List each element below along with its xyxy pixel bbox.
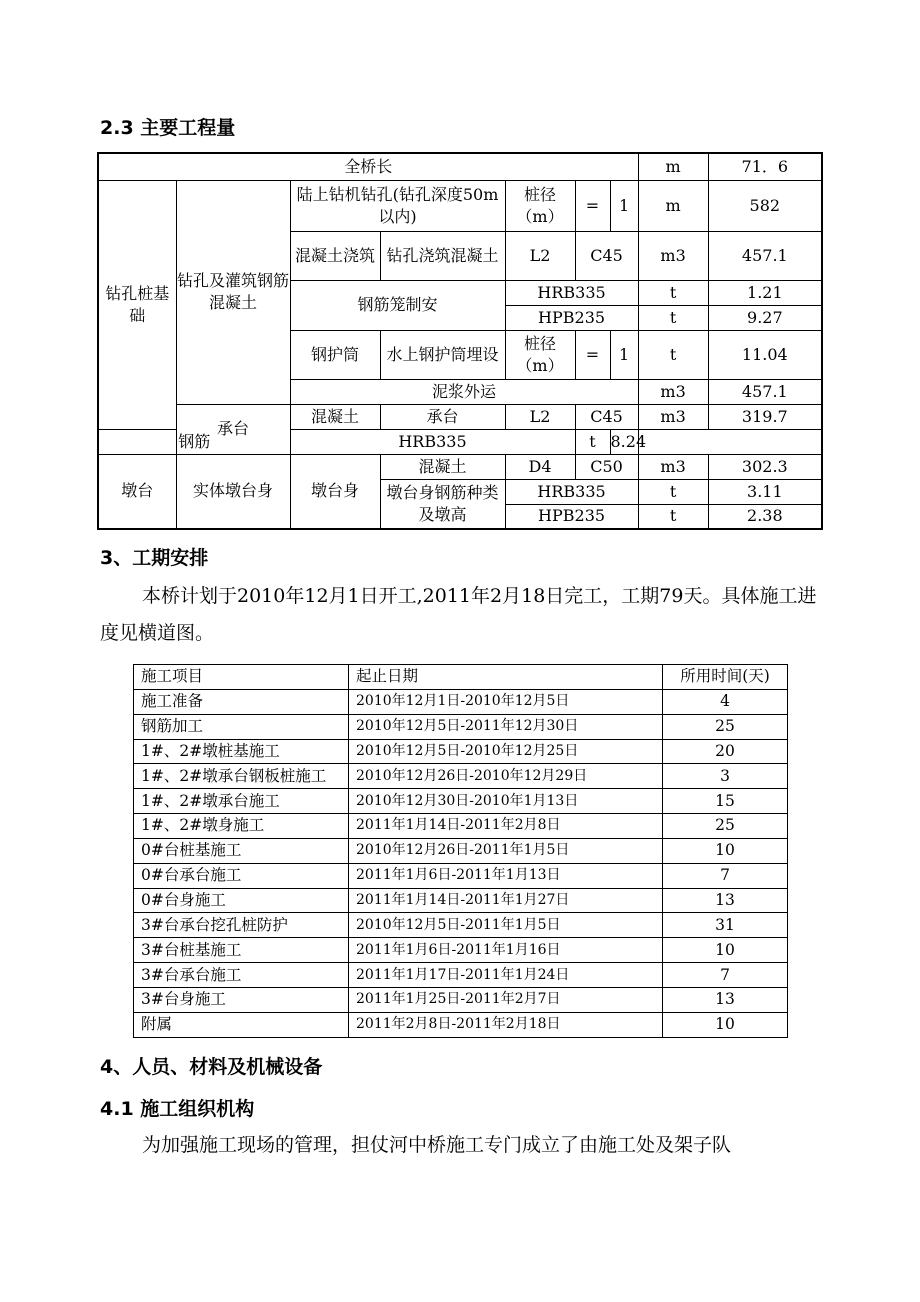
section-4-1-heading: 4.1 施工组织机构 bbox=[100, 1098, 255, 1120]
table-row bbox=[134, 938, 788, 963]
days-cell: 25 bbox=[663, 714, 788, 739]
unit-cell: m3 bbox=[638, 404, 708, 429]
value-cell: 319.7 bbox=[708, 404, 822, 429]
table-row bbox=[134, 963, 788, 988]
pile-cap-label: 承台 bbox=[176, 404, 290, 454]
days-cell: 3 bbox=[663, 764, 788, 789]
rebar-cage-label: 钢筋笼制安 bbox=[290, 280, 505, 330]
table-row bbox=[134, 838, 788, 863]
table-row bbox=[134, 789, 788, 814]
unit-cell: m bbox=[638, 180, 708, 231]
spec-cell: 桩径（m） bbox=[505, 330, 575, 379]
abutment-label: 墩台 bbox=[98, 454, 176, 529]
num-cell: 1 bbox=[610, 330, 638, 379]
item-cell: 0#台承台施工 bbox=[134, 863, 349, 888]
table-row bbox=[134, 1012, 788, 1037]
value-cell: 3.11 bbox=[708, 479, 822, 504]
strength-cell: C45 bbox=[575, 231, 638, 280]
date-cell: 2011年1月14日-2011年1月27日 bbox=[349, 888, 663, 913]
unit-cell: m3 bbox=[638, 379, 708, 404]
date-cell: 2010年12月26日-2011年1月5日 bbox=[349, 838, 663, 863]
unit-cell: t bbox=[638, 280, 708, 305]
column-header: 起止日期 bbox=[349, 665, 663, 690]
item-cell: 3#台桩基施工 bbox=[134, 938, 349, 963]
days-cell: 10 bbox=[663, 1012, 788, 1037]
value-cell: 9.27 bbox=[708, 305, 822, 330]
table-row bbox=[134, 863, 788, 888]
date-cell: 2010年12月5日-2010年12月25日 bbox=[349, 739, 663, 764]
days-cell: 13 bbox=[663, 888, 788, 913]
days-cell: 7 bbox=[663, 963, 788, 988]
item-cell: 钢筋加工 bbox=[134, 714, 349, 739]
eq-cell: = bbox=[575, 180, 610, 231]
grade-cell: HRB335 bbox=[505, 479, 638, 504]
value-cell: 2.38 bbox=[708, 504, 822, 529]
bridge-length-label: 全桥长 bbox=[98, 153, 638, 180]
value-cell: 457.1 bbox=[708, 379, 822, 404]
section-2-3-heading: 2.3 主要工程量 bbox=[100, 117, 236, 139]
days-cell: 20 bbox=[663, 739, 788, 764]
days-cell: 4 bbox=[663, 689, 788, 714]
steel-casing-sublabel: 水上钢护筒埋设 bbox=[380, 330, 505, 379]
unit-cell: t bbox=[638, 305, 708, 330]
section-3-heading: 3、工期安排 bbox=[100, 547, 209, 569]
date-cell: 2010年12月5日-2011年1月5日 bbox=[349, 913, 663, 938]
column-header: 所用时间(天) bbox=[663, 665, 788, 690]
table-row bbox=[98, 404, 822, 429]
table-row bbox=[134, 689, 788, 714]
item-cell: 3#台身施工 bbox=[134, 987, 349, 1012]
concrete-label: 混凝土 bbox=[290, 404, 380, 429]
column-header: 施工项目 bbox=[134, 665, 349, 690]
days-cell: 31 bbox=[663, 913, 788, 938]
table-row bbox=[98, 429, 822, 454]
table-header-row bbox=[134, 665, 788, 690]
value-cell: 1.21 bbox=[708, 280, 822, 305]
value-cell: 457.1 bbox=[708, 231, 822, 280]
item-cell: 1#、2#墩身施工 bbox=[134, 814, 349, 839]
unit-cell: m bbox=[638, 153, 708, 180]
date-cell: 2010年12月26日-2010年12月29日 bbox=[349, 764, 663, 789]
schedule-table bbox=[133, 664, 788, 1038]
grade-cell: L2 bbox=[505, 404, 575, 429]
concrete-label: 混凝土 bbox=[380, 454, 505, 479]
steel-casing-label: 钢护筒 bbox=[290, 330, 380, 379]
quantities-table bbox=[97, 152, 823, 530]
days-cell: 25 bbox=[663, 814, 788, 839]
date-cell: 2010年12月5日-2011年12月30日 bbox=[349, 714, 663, 739]
days-cell: 7 bbox=[663, 863, 788, 888]
grade-cell: HPB235 bbox=[505, 504, 638, 529]
schedule-paragraph: 本桥计划于2010年12月1日开工,2011年2月18日完工，工期79天。具体施工进度见横道图。 bbox=[100, 585, 817, 644]
value-cell: 302.3 bbox=[708, 454, 822, 479]
unit-cell: t bbox=[638, 330, 708, 379]
date-cell: 2011年1月25日-2011年2月7日 bbox=[349, 987, 663, 1012]
unit-cell: t bbox=[575, 429, 610, 454]
date-cell: 2011年1月17日-2011年1月24日 bbox=[349, 963, 663, 988]
date-cell: 2011年2月8日-2011年2月18日 bbox=[349, 1012, 663, 1037]
days-cell: 10 bbox=[663, 938, 788, 963]
days-cell: 13 bbox=[663, 987, 788, 1012]
item-cell: 3#台承台施工 bbox=[134, 963, 349, 988]
table-row bbox=[134, 814, 788, 839]
organization-paragraph: 为加强施工现场的管理，担仗河中桥施工专门成立了由施工处及架子队 bbox=[142, 1134, 732, 1156]
value-cell: 71．6 bbox=[708, 153, 822, 180]
item-cell: 附属 bbox=[134, 1012, 349, 1037]
section-4-heading: 4、人员、材料及机械设备 bbox=[100, 1056, 323, 1078]
abutment-body-label: 墩台身 bbox=[290, 454, 380, 529]
value-cell: 582 bbox=[708, 180, 822, 231]
table-row bbox=[134, 714, 788, 739]
item-cell: 施工准备 bbox=[134, 689, 349, 714]
table-row bbox=[134, 987, 788, 1012]
grade-cell: HPB235 bbox=[505, 305, 638, 330]
rebar-label: 钢筋 bbox=[98, 429, 290, 454]
mud-transport-label: 泥浆外运 bbox=[290, 379, 638, 404]
table-row bbox=[134, 888, 788, 913]
date-cell: 2011年1月14日-2011年2月8日 bbox=[349, 814, 663, 839]
grade-cell: L2 bbox=[505, 231, 575, 280]
table-row bbox=[98, 180, 822, 231]
solid-abutment-label: 实体墩台身 bbox=[176, 454, 290, 529]
drill-concrete-label: 钻孔及灌筑钢筋混凝土 bbox=[176, 180, 290, 404]
value-cell: 11.04 bbox=[708, 330, 822, 379]
num-cell: 1 bbox=[610, 180, 638, 231]
concrete-pour-sublabel: 钻孔浇筑混凝土 bbox=[380, 231, 505, 280]
date-cell: 2011年1月6日-2011年1月13日 bbox=[349, 863, 663, 888]
days-cell: 10 bbox=[663, 838, 788, 863]
land-drilling-label: 陆上钻机钻孔(钻孔深度50m以内) bbox=[290, 180, 505, 231]
table-row bbox=[98, 153, 822, 180]
date-cell: 2010年12月1日-2010年12月5日 bbox=[349, 689, 663, 714]
item-cell: 1#、2#墩承台钢板桩施工 bbox=[134, 764, 349, 789]
unit-cell: m3 bbox=[638, 454, 708, 479]
grade-cell: HRB335 bbox=[505, 280, 638, 305]
strength-cell: C45 bbox=[575, 404, 638, 429]
pile-foundation-label: 钻孔桩基础 bbox=[98, 180, 176, 429]
strength-cell: C50 bbox=[575, 454, 638, 479]
item-cell: 1#、2#墩桩基施工 bbox=[134, 739, 349, 764]
unit-cell: m3 bbox=[638, 231, 708, 280]
abutment-rebar-label: 墩台身钢筋种类及墩高 bbox=[380, 479, 505, 529]
concrete-sublabel: 承台 bbox=[380, 404, 505, 429]
grade-cell: HRB335 bbox=[290, 429, 575, 454]
item-cell: 1#、2#墩承台施工 bbox=[134, 789, 349, 814]
unit-cell: t bbox=[638, 479, 708, 504]
item-cell: 0#台桩基施工 bbox=[134, 838, 349, 863]
date-cell: 2010年12月30日-2010年1月13日 bbox=[349, 789, 663, 814]
table-row bbox=[134, 739, 788, 764]
value-cell: 8.24 bbox=[610, 429, 638, 454]
date-cell: 2011年1月6日-2011年1月16日 bbox=[349, 938, 663, 963]
grade-cell: D4 bbox=[505, 454, 575, 479]
days-cell: 15 bbox=[663, 789, 788, 814]
item-cell: 0#台身施工 bbox=[134, 888, 349, 913]
concrete-pour-label: 混凝土浇筑 bbox=[290, 231, 380, 280]
table-row bbox=[98, 454, 822, 479]
table-row bbox=[134, 764, 788, 789]
eq-cell: = bbox=[575, 330, 610, 379]
table-row bbox=[134, 913, 788, 938]
spec-cell: 桩径（m） bbox=[505, 180, 575, 231]
unit-cell: t bbox=[638, 504, 708, 529]
item-cell: 3#台承台挖孔桩防护 bbox=[134, 913, 349, 938]
